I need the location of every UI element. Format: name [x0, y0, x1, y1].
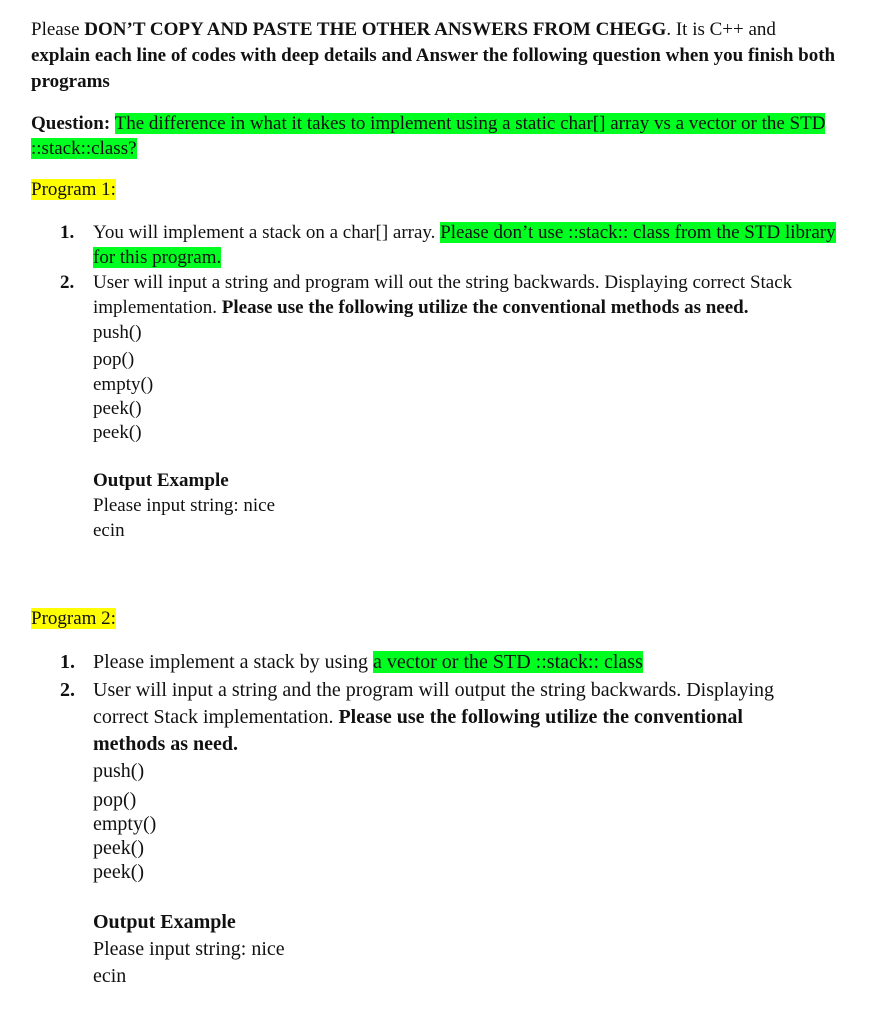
program2-method-empty: empty()	[93, 813, 157, 835]
intro-line-2: explain each line of codes with deep details and Answer the following question when you finish both	[31, 45, 836, 66]
program2-title-text: Program 2:	[31, 608, 116, 629]
program2-item2-line1: User will input a string and the program will output the string backwards. Displaying	[93, 679, 774, 701]
program1-item2-text-b: implementation.	[93, 297, 222, 318]
program2-item1-text: Please implement a stack by using	[93, 651, 373, 673]
program1-item1-text: You will implement a stack on a char[] array.	[93, 222, 441, 243]
program1-method-pop: pop()	[93, 349, 135, 370]
program2-method-push: push()	[93, 760, 145, 782]
program2-item2-line2	[93, 705, 743, 729]
program2-output-line-2: ecin	[93, 965, 127, 987]
program2-output-heading: Output Example	[93, 911, 236, 933]
program2-title	[31, 606, 116, 632]
program1-item1-highlight-1: Please don’t use ::stack:: class from the STD library	[440, 222, 836, 243]
program1-output-heading: Output Example	[93, 470, 229, 491]
question-text-1: The difference in what it takes to implement using a static char[] array vs a vector or the STD	[114, 113, 826, 134]
program1-item2-line2	[93, 296, 748, 320]
program1-method-peek-2: peek()	[93, 422, 142, 443]
program2-output-line-1: Please input string: nice	[93, 938, 285, 960]
program1-item1-line2	[93, 246, 221, 270]
program1-output-line-2: ecin	[93, 520, 125, 541]
program1-item2-number: 2.	[60, 272, 75, 293]
question-line-1	[31, 111, 825, 137]
program2-method-pop: pop()	[93, 789, 137, 811]
program2-item2-bold-2: methods as need.	[93, 733, 239, 755]
program2-item2-bold-1: Please use the following utilize the conventional	[338, 706, 743, 728]
question-label: Question:	[31, 113, 111, 134]
program1-item1-line1	[93, 221, 836, 245]
program1-method-peek-1: peek()	[93, 398, 142, 419]
program2-item1-line1	[93, 650, 643, 674]
intro-warning: DON’T COPY AND PASTE THE OTHER ANSWERS FROM CHEGG	[84, 19, 667, 40]
program1-item2-line1: User will input a string and program will out the string backwards. Displaying correct Stack	[93, 272, 793, 293]
program2-item1-highlight: a vector or the STD ::stack:: class	[372, 651, 643, 673]
intro-line-1	[31, 17, 776, 43]
program1-title-text: Program 1:	[31, 179, 116, 200]
program2-item2-text-b: correct Stack implementation.	[93, 706, 339, 728]
program2-item2-number: 2.	[60, 679, 75, 701]
intro-line-3: programs	[31, 71, 110, 92]
program1-output-line-1: Please input string: nice	[93, 495, 276, 516]
intro-text-3: . It is C++ and	[666, 19, 776, 40]
program1-item1-number: 1.	[60, 222, 75, 243]
program2-method-peek-1: peek()	[93, 837, 145, 859]
program1-title	[31, 177, 116, 203]
question-line-2	[31, 136, 137, 162]
program2-item1-number: 1.	[60, 651, 75, 673]
program1-method-push: push()	[93, 322, 142, 343]
program2-method-peek-2: peek()	[93, 861, 145, 883]
program1-item1-highlight-2: for this program.	[93, 247, 222, 268]
program1-method-empty: empty()	[93, 374, 154, 395]
question-text-2: ::stack::class?	[31, 138, 137, 159]
intro-text-1: Please	[31, 19, 85, 40]
program1-item2-bold: Please use the following utilize the conventional methods as need.	[221, 297, 749, 318]
